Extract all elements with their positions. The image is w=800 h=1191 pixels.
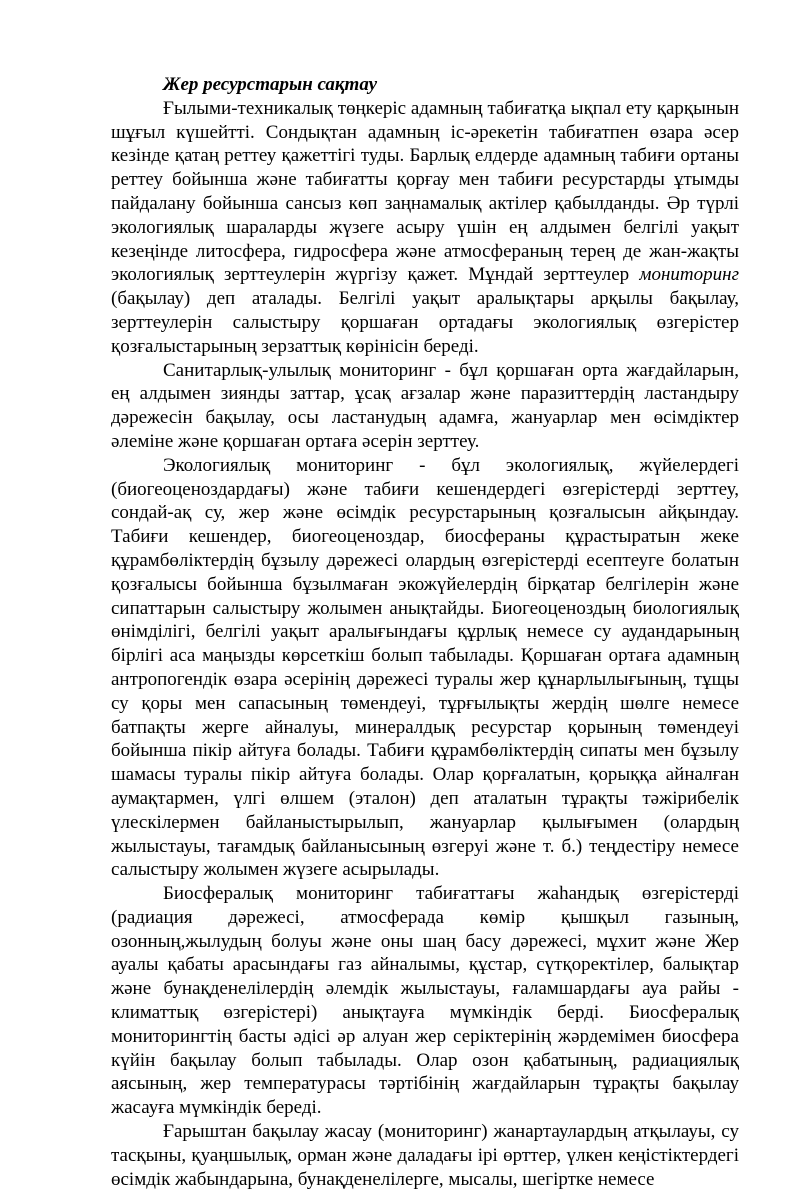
paragraph-intro-text-b: (бақылау) деп аталады. Белгілі уақыт аралықтары арқылы бақылау, зерттеулерін салыстыру қоршаған ортадағы экологиялық өзгерістер қозғалыстарының зерзаттық көрінісін береді.	[111, 288, 739, 357]
paragraph-ecological-monitoring: Экологиялық мониторинг - бұл экологиялық, жүйелердегі (биогеоценоздардағы) және табиғи кешендердегі өзгерістерді зерттеу, сондай-ақ су, жер және өсімдік ресурстарының қозғалысын айқындау. Табиғи кешендер, биогеоценоздар, биосфераны құрастыратын жеке құрамбөліктердің бұзылу дәрежесі олардың өзгерістерді есептеуге болатын қозғалысы бойынша бұзылмаған экожүйелердің бірқатар белгілерін және сипаттарын салыстыру жолымен анықтайды. Биогеоценоздың биологиялық өнімділігі, белгілі уақыт аралығындағы құрлық немесе су аудандарының бірлігі аса маңызды көрсеткіш болып табылады. Қоршаған ортаға адамның антропогендік өзара әсерінің дәрежесі туралы жер құнарлылығының, тұщы су қоры мен сапасының төмендеуі, тұрғылықты жердің шөлге немесе батпақты жерге айналуы, минералдық ресурстар қорының төмендеуі бойынша пікір айтуға болады. Табиғи құрамбөліктердің сипаты мен бұзылу шамасы туралы пікір айтуға болады. Олар қорғалатын, қорыққа айналған аумақтармен, үлгі өлшем (эталон) деп аталатын тұрақты тәжірибелік үлескілермен байланыстырылып, жануарлар қылығымен (олардың жылыстауы, тағамдық байланысының өзгеруі және т. б.) теңдестіру немесе салыстыру жолымен жүзеге асырылады.	[111, 454, 739, 881]
paragraph-biosphere-monitoring: Биосфералық мониторинг табиғаттағы жаһандық өзгерістерді (радиация дәрежесі, атмосферада көмір қышқыл газының, озонның,жылудың болуы және оны шаң басу дәрежесі, мұхит және Жер ауалы қабаты арасындағы газ айналымы, құстар, сүтқоректілер, балықтар және бунақденелілердің әлемдік жылыстауы, ғаламшардағы ауа райы - климаттық өзгерістері) анықтауға мүмкіндік берді. Биосфералық мониторингтің басты әдісі әр алуан жер серіктерінің жәрдемімен биосфера күйін бақылау болып табылады. Олар озон қабатының, радиациялық аясының, жер температурасы тәртібінің жағдайларын тұрақты бақылау жасауға мүмкіндік береді.	[111, 883, 739, 1119]
paragraph-intro	[111, 97, 739, 359]
document-body	[111, 73, 739, 1191]
section-title: Жер ресурстарын сақтау	[163, 74, 378, 95]
paragraph-space-monitoring: Ғарыштан бақылау жасау (мониторинг) жанартаулардың атқылауы, су тасқыны, қуаңшылық, орман және даладағы ірі өрттер, үлкен кеңістіктердегі өсімдік жабындарына, бунақденелілерге, мысалы, шегіртке немесе	[111, 1121, 739, 1190]
paragraph-intro-text-a: Ғылыми-техникалық төңкеріс адамның табиғатқа ықпал ету қарқынын шұғыл күшейтті. Сондықтан адамның іс-әрекетін табиғатпен өзара әсер кезінде қатаң реттеу қажеттігі туды. Барлық елдерде адамның табиғи ортаны реттеу бойынша және табиғатты қорғау мен табиғи ресурстарды ұтымды пайдалану бойынша сансыз көп заңнамалық актілер қабылданды. Әр түрлі экологиялық шараларды жүзеге асыру үшін ең алдымен белгілі уақыт кезеңінде литосфера, гидросфера және атмосфераның терең де жан-жақты экологиялық зерттеулерін жүргізу қажет. Мұндай зерттеулер	[111, 97, 739, 286]
paragraph-sanitary-monitoring: Санитарлық-улылық мониторинг - бұл қоршаған орта жағдайларын, ең алдымен зиянды заттар, ұсақ ағзалар және паразиттердің ластандыру дәрежесін бақылау, осы ластанудың адамға, жануарлар мен өсімдіктер әлеміне және қоршаған ортаға әсерін зерттеу.	[111, 359, 739, 452]
term-monitoring: мониторинг	[639, 264, 739, 286]
